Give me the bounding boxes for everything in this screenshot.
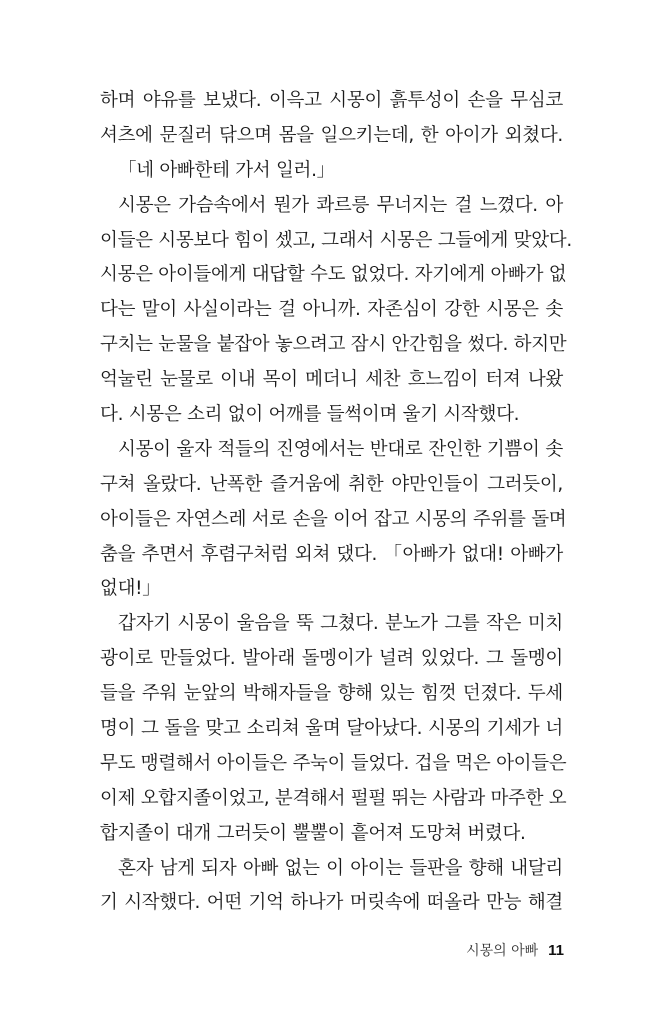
text-line: 광이로 만들었다. 발아래 돌멩이가 널려 있었다. 그 돌멩이 (100, 648, 563, 670)
text-line: 억눌린 눈물로 이내 목이 메더니 세찬 흐느낌이 터져 나왔 (100, 369, 563, 391)
text-line: 구쳐 올랐다. 난폭한 즐거움에 취한 야만인들이 그러듯이, (100, 473, 563, 495)
text-line: 셔츠에 문질러 닦으며 몸을 일으키는데, 한 아이가 외쳤다. (100, 124, 563, 146)
text-line: 시몽이 울자 적들의 진영에서는 반대로 잔인한 기쁨이 솟 (118, 438, 563, 460)
page-number: 11 (548, 942, 564, 959)
text-line: 이제 오합지졸이었고, 분격해서 펄펄 뛰는 사람과 마주한 오 (100, 787, 567, 809)
text-line: 다는 말이 사실이라는 걸 아니까. 자존심이 강한 시몽은 솟 (100, 299, 563, 321)
text-line: 없대!」 (100, 578, 161, 600)
text-line: 무도 맹렬해서 아이들은 주눅이 들었다. 겁을 먹은 아이들은 (100, 752, 567, 774)
text-line: 명이 그 돌을 맞고 소리쳐 울며 달아났다. 시몽의 기세가 너 (100, 718, 563, 740)
running-title: 시몽의 아빠 (466, 943, 539, 959)
text-line: 구치는 눈물을 붙잡아 놓으려고 잠시 안간힘을 썼다. 하지만 (100, 334, 567, 356)
text-line: 시몽은 가슴속에서 뭔가 콰르릉 무너지는 걸 느꼈다. 아 (118, 194, 563, 216)
text-line: 합지졸이 대개 그러듯이 뿔뿔이 흩어져 도망쳐 버렸다. (100, 822, 526, 844)
text-line: 다. 시몽은 소리 없이 어깨를 들썩이며 울기 시작했다. (100, 404, 520, 426)
text-line: 갑자기 시몽이 울음을 뚝 그쳤다. 분노가 그를 작은 미치 (118, 613, 563, 635)
text-line: 아이들은 자연스레 서로 손을 이어 잡고 시몽의 주위를 돌며 (100, 508, 567, 530)
text-line: 혼자 남게 되자 아빠 없는 이 아이는 들판을 향해 내달리 (118, 857, 563, 879)
page-footer (466, 940, 564, 960)
text-line: 들을 주워 눈앞의 박해자들을 향해 있는 힘껏 던졌다. 두세 (100, 683, 563, 705)
text-line: 시몽은 아이들에게 대답할 수도 없었다. 자기에게 아빠가 없 (100, 264, 567, 286)
text-line: 기 시작했다. 어떤 기억 하나가 머릿속에 떠올라 만능 해결 (100, 892, 563, 914)
text-line: 춤을 추면서 후렴구처럼 외쳐 댔다. 「아빠가 없대! 아빠가 (100, 543, 563, 565)
dialogue-line: 「네 아빠한테 가서 일러.」 (118, 159, 335, 181)
body-text (100, 84, 572, 921)
text-line: 이들은 시몽보다 힘이 셌고, 그래서 시몽은 그들에게 맞았다. (100, 229, 572, 251)
text-line: 하며 야유를 보냈다. 이윽고 시몽이 흙투성이 손을 무심코 (100, 90, 563, 111)
